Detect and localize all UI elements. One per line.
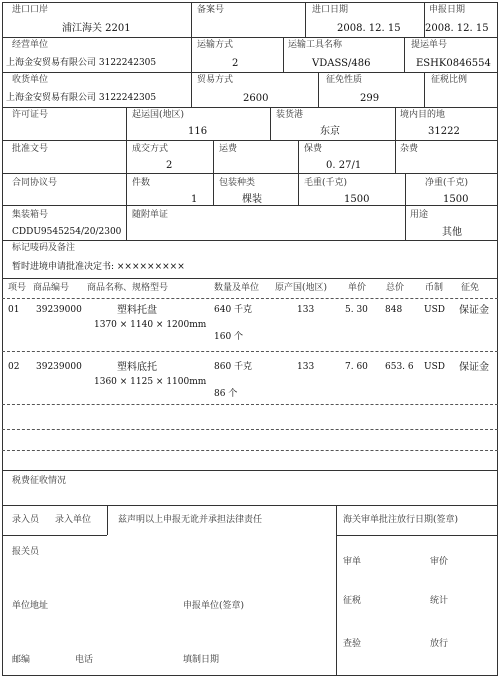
import-date-value: 2008. 12. 15 (337, 23, 401, 34)
consignee-value: 上海金安贸易有限公司 3122242305 (6, 93, 157, 103)
pieces-value: 1 (191, 194, 198, 205)
goods-item-code: 39239000 (36, 362, 82, 372)
import-port-value: 浦江海关 2201 (62, 23, 131, 34)
record-no-label: 备案号 (197, 5, 225, 15)
divider (2, 107, 498, 108)
origin-country-label: 起运国(地区) (132, 110, 185, 120)
goods-header-price: 单价 (348, 283, 367, 293)
cell-border (107, 505, 108, 535)
insurance-label: 保费 (304, 144, 323, 154)
insurance-value: 0. 27/1 (326, 160, 362, 171)
loading-port-label: 装货港 (276, 110, 304, 120)
cell-border (126, 107, 127, 140)
cell-border (213, 140, 214, 173)
divider (2, 140, 498, 141)
goods-header-name-spec: 商品名称、规格型号 (87, 283, 169, 293)
goods-item-price: 7. 60 (345, 362, 368, 372)
postcode-label: 邮编 (12, 655, 31, 665)
goods-item-code: 39239000 (36, 305, 82, 315)
declaration-statement: 兹声明以上申报无讹并承担法律责任 (118, 515, 263, 525)
use-value: 其他 (442, 227, 462, 238)
operator-label: 经营单位 (12, 40, 49, 50)
goods-item-no: 01 (8, 305, 20, 315)
goods-divider (2, 298, 498, 299)
tax-status-label: 税费征收情况 (12, 476, 67, 486)
goods-item-qty2: 160 个 (214, 332, 244, 342)
packing-label: 包装种类 (219, 178, 256, 188)
operator-value: 上海金安贸易有限公司 3122242305 (6, 58, 157, 68)
goods-item-levy: 保证金 (459, 305, 489, 316)
cell-border (191, 72, 192, 107)
phone-label: 电话 (75, 655, 94, 665)
net-weight-value: 1500 (443, 194, 469, 205)
goods-header-currency: 币制 (425, 283, 444, 293)
entry-unit-label: 录入单位 (55, 515, 92, 525)
goods-item-total: 848 (385, 305, 403, 315)
cell-border (126, 173, 127, 205)
goods-item-name: 塑料底托 (117, 362, 157, 373)
goods-header-levy: 征免 (461, 283, 480, 293)
pricing-label: 审价 (430, 557, 449, 567)
declare-date-value: 2008. 12. 15 (425, 23, 489, 34)
cell-border (191, 37, 192, 72)
cell-border (191, 2, 192, 37)
unit-address-label: 单位地址 (12, 601, 49, 611)
cell-border (318, 72, 319, 107)
container-no-value: CDDU9545254/20/2300 (12, 227, 122, 237)
cell-border (405, 205, 406, 240)
gross-weight-value: 1500 (344, 194, 370, 205)
cell-border (298, 173, 299, 205)
exemption-value: 299 (360, 93, 380, 104)
use-label: 用途 (410, 210, 429, 220)
goods-item-qty2: 86 个 (214, 389, 238, 399)
goods-divider (2, 351, 498, 352)
bill-no-label: 提运单号 (411, 40, 448, 50)
goods-item-country: 133 (297, 362, 315, 372)
goods-item-spec: 1370 × 1140 × 1200mm (94, 320, 207, 330)
import-date-label: 进口日期 (312, 5, 349, 15)
cell-border (404, 37, 405, 72)
cell-border (213, 173, 214, 205)
gross-weight-label: 毛重(千克) (304, 178, 348, 188)
divider (2, 535, 107, 536)
loading-port-value: 东京 (320, 126, 340, 137)
approval-no-label: 批准文号 (12, 144, 49, 154)
goods-divider (2, 450, 498, 451)
attached-docs-label: 随附单证 (132, 210, 169, 220)
goods-item-qty: 860 千克 (214, 362, 253, 372)
license-label: 许可证号 (12, 110, 49, 120)
trade-mode-label: 贸易方式 (197, 75, 234, 85)
goods-item-total: 653. 6 (385, 362, 414, 372)
cell-border (126, 205, 127, 240)
pieces-label: 件数 (132, 178, 151, 188)
goods-item-price: 5. 30 (345, 305, 368, 315)
customs-approval-label: 海关审单批注放行日期(签章) (343, 515, 459, 525)
divider (2, 505, 498, 506)
misc-fee-label: 杂费 (400, 144, 419, 154)
cell-border (395, 140, 396, 173)
origin-country-value: 116 (188, 126, 208, 137)
inspection-label: 查验 (343, 639, 362, 649)
net-weight-label: 净重(千克) (425, 178, 469, 188)
goods-item-name: 塑料托盘 (117, 305, 157, 316)
goods-item-levy: 保证金 (459, 362, 489, 373)
divider (2, 173, 498, 174)
goods-header-total: 总价 (386, 283, 405, 293)
freight-label: 运费 (219, 144, 238, 154)
cell-border (405, 173, 406, 205)
goods-item-country: 133 (297, 305, 315, 315)
vehicle-name-label: 运输工具名称 (288, 40, 343, 50)
goods-divider (2, 404, 498, 405)
vehicle-name-value: VDASS/486 (312, 58, 371, 69)
transport-mode-value: 2 (232, 58, 239, 69)
marks-value: 暂时进境申请批准决定书: ××××××××× (12, 262, 185, 272)
goods-item-no: 02 (8, 362, 20, 372)
divider (2, 278, 498, 279)
packing-value: 棵装 (242, 194, 262, 205)
destination-value: 31222 (428, 126, 460, 137)
tax-collect-label: 征税 (343, 596, 362, 606)
goods-header-item-no: 项号 (8, 283, 27, 293)
declare-unit-label: 申报单位(签章) (183, 601, 245, 611)
contract-no-label: 合同协议号 (12, 178, 58, 188)
destination-label: 境内目的地 (400, 110, 446, 120)
cell-border (336, 505, 337, 676)
tax-ratio-label: 征税比例 (431, 75, 468, 85)
goods-header-country: 原产国(地区) (275, 283, 328, 293)
marks-label: 标记唛码及备注 (12, 243, 76, 253)
divider (2, 470, 498, 471)
cell-border (126, 140, 127, 173)
cell-border (395, 107, 396, 140)
exemption-label: 征免性质 (326, 75, 363, 85)
transport-mode-label: 运输方式 (197, 40, 234, 50)
cell-border (305, 2, 306, 37)
divider (2, 205, 498, 206)
cell-border (283, 37, 284, 72)
goods-header-code: 商品编号 (33, 283, 70, 293)
container-no-label: 集装箱号 (12, 210, 49, 220)
deal-mode-value: 2 (166, 160, 173, 171)
goods-item-currency: USD (424, 362, 445, 372)
consignee-label: 收货单位 (12, 75, 49, 85)
declare-date-label: 申报日期 (429, 5, 466, 15)
deal-mode-label: 成交方式 (132, 144, 169, 154)
divider (2, 240, 498, 241)
divider (2, 37, 498, 38)
release-label: 放行 (430, 639, 449, 649)
cell-border (424, 72, 425, 107)
goods-header-quantity: 数量及单位 (214, 283, 260, 293)
import-port-label: 进口口岸 (12, 5, 49, 15)
statistics-label: 统计 (430, 596, 449, 606)
cell-border (298, 140, 299, 173)
goods-item-qty: 640 千克 (214, 305, 253, 315)
divider (336, 535, 498, 536)
trade-mode-value: 2600 (243, 93, 269, 104)
goods-item-currency: USD (424, 305, 445, 315)
goods-item-spec: 1360 × 1125 × 1100mm (94, 377, 207, 387)
entry-clerk-label: 录入员 (12, 515, 40, 525)
review-label: 审单 (343, 557, 362, 567)
cell-border (270, 107, 271, 140)
goods-divider (2, 429, 498, 430)
bill-no-value: ESHK0846554 (416, 58, 491, 69)
declarant-label: 报关员 (12, 547, 40, 557)
fill-date-label: 填制日期 (183, 655, 220, 665)
